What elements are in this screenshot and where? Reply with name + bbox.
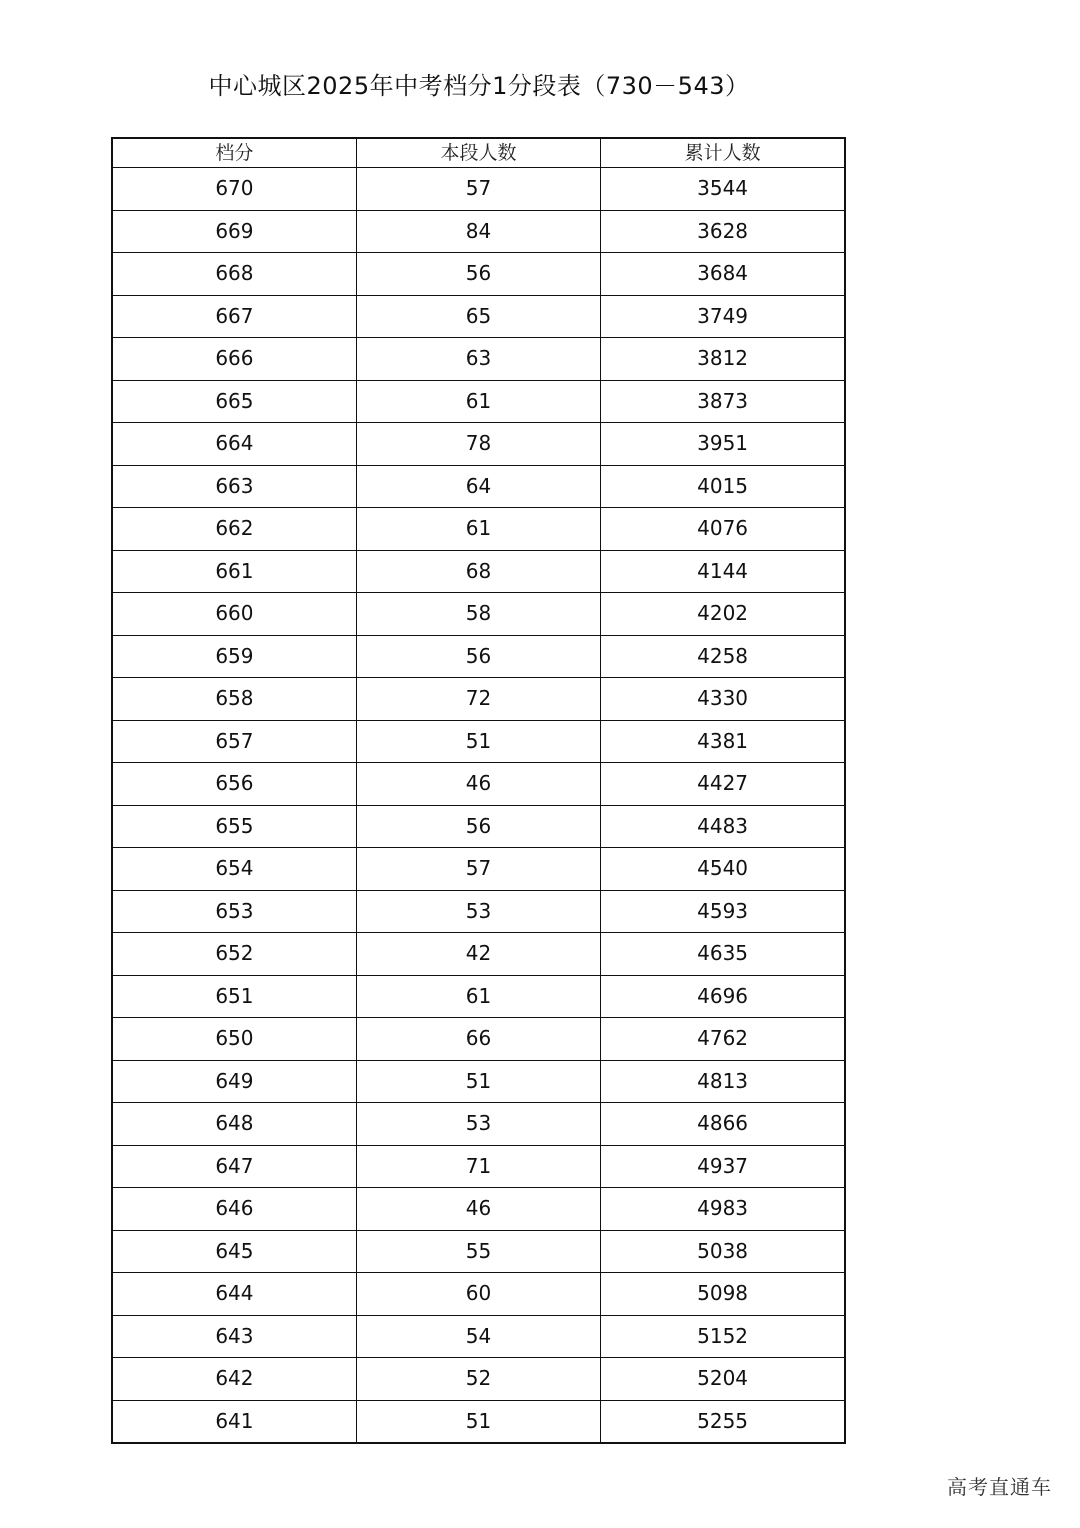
cell-segment-count: 56 xyxy=(356,253,600,296)
cell-segment-count: 51 xyxy=(356,720,600,763)
cell-cumulative-count: 3684 xyxy=(601,253,845,296)
cell-score: 664 xyxy=(112,423,356,466)
watermark: 高考直通车 xyxy=(947,1475,1052,1499)
cell-cumulative-count: 5152 xyxy=(601,1315,845,1358)
cell-cumulative-count: 4593 xyxy=(601,890,845,933)
cell-score: 653 xyxy=(112,890,356,933)
cell-segment-count: 71 xyxy=(356,1145,600,1188)
score-table xyxy=(111,137,846,1444)
page-title: 中心城区2025年中考档分1分段表（730－543） xyxy=(208,72,750,100)
table-row xyxy=(112,380,845,423)
cell-score: 667 xyxy=(112,295,356,338)
cell-cumulative-count: 3951 xyxy=(601,423,845,466)
cell-score: 644 xyxy=(112,1273,356,1316)
table-row xyxy=(112,465,845,508)
cell-cumulative-count: 4483 xyxy=(601,805,845,848)
cell-score: 658 xyxy=(112,678,356,721)
cell-score: 657 xyxy=(112,720,356,763)
cell-cumulative-count: 3812 xyxy=(601,338,845,381)
table-row xyxy=(112,975,845,1018)
table-row xyxy=(112,1400,845,1443)
table-row xyxy=(112,295,845,338)
header-score: 档分 xyxy=(112,138,356,168)
cell-segment-count: 64 xyxy=(356,465,600,508)
cell-segment-count: 57 xyxy=(356,168,600,211)
cell-segment-count: 53 xyxy=(356,1103,600,1146)
cell-segment-count: 61 xyxy=(356,508,600,551)
table-row xyxy=(112,1273,845,1316)
cell-segment-count: 46 xyxy=(356,763,600,806)
cell-score: 646 xyxy=(112,1188,356,1231)
cell-score: 660 xyxy=(112,593,356,636)
cell-segment-count: 46 xyxy=(356,1188,600,1231)
cell-cumulative-count: 4813 xyxy=(601,1060,845,1103)
cell-score: 652 xyxy=(112,933,356,976)
cell-cumulative-count: 4866 xyxy=(601,1103,845,1146)
cell-segment-count: 61 xyxy=(356,975,600,1018)
cell-segment-count: 56 xyxy=(356,805,600,848)
cell-cumulative-count: 4635 xyxy=(601,933,845,976)
cell-score: 642 xyxy=(112,1358,356,1401)
table-row xyxy=(112,1230,845,1273)
table-row xyxy=(112,678,845,721)
cell-cumulative-count: 4202 xyxy=(601,593,845,636)
cell-segment-count: 61 xyxy=(356,380,600,423)
table-row xyxy=(112,1188,845,1231)
cell-score: 655 xyxy=(112,805,356,848)
cell-segment-count: 72 xyxy=(356,678,600,721)
cell-segment-count: 52 xyxy=(356,1358,600,1401)
header-cumulative-count: 累计人数 xyxy=(601,138,845,168)
table-row xyxy=(112,805,845,848)
cell-score: 656 xyxy=(112,763,356,806)
cell-segment-count: 42 xyxy=(356,933,600,976)
cell-score: 651 xyxy=(112,975,356,1018)
table-row xyxy=(112,635,845,678)
cell-segment-count: 66 xyxy=(356,1018,600,1061)
table-body xyxy=(112,168,845,1444)
table-row xyxy=(112,1145,845,1188)
cell-cumulative-count: 5098 xyxy=(601,1273,845,1316)
cell-cumulative-count: 5255 xyxy=(601,1400,845,1443)
cell-score: 669 xyxy=(112,210,356,253)
cell-segment-count: 84 xyxy=(356,210,600,253)
table-row xyxy=(112,720,845,763)
cell-segment-count: 58 xyxy=(356,593,600,636)
cell-score: 659 xyxy=(112,635,356,678)
cell-score: 668 xyxy=(112,253,356,296)
cell-cumulative-count: 4983 xyxy=(601,1188,845,1231)
table-row xyxy=(112,1018,845,1061)
cell-segment-count: 51 xyxy=(356,1400,600,1443)
cell-cumulative-count: 4540 xyxy=(601,848,845,891)
cell-cumulative-count: 4258 xyxy=(601,635,845,678)
table-row xyxy=(112,168,845,211)
cell-cumulative-count: 5204 xyxy=(601,1358,845,1401)
cell-cumulative-count: 4015 xyxy=(601,465,845,508)
cell-score: 666 xyxy=(112,338,356,381)
cell-segment-count: 54 xyxy=(356,1315,600,1358)
table-row xyxy=(112,1060,845,1103)
cell-cumulative-count: 4937 xyxy=(601,1145,845,1188)
cell-cumulative-count: 4696 xyxy=(601,975,845,1018)
table-row xyxy=(112,848,845,891)
table-row xyxy=(112,593,845,636)
cell-score: 650 xyxy=(112,1018,356,1061)
table-row xyxy=(112,550,845,593)
cell-score: 643 xyxy=(112,1315,356,1358)
cell-cumulative-count: 4427 xyxy=(601,763,845,806)
cell-score: 661 xyxy=(112,550,356,593)
cell-score: 665 xyxy=(112,380,356,423)
table-row xyxy=(112,763,845,806)
cell-score: 645 xyxy=(112,1230,356,1273)
table-row xyxy=(112,890,845,933)
cell-score: 654 xyxy=(112,848,356,891)
cell-segment-count: 57 xyxy=(356,848,600,891)
header-segment-count: 本段人数 xyxy=(356,138,600,168)
table-row xyxy=(112,338,845,381)
table-row xyxy=(112,210,845,253)
cell-score: 648 xyxy=(112,1103,356,1146)
cell-segment-count: 78 xyxy=(356,423,600,466)
cell-segment-count: 68 xyxy=(356,550,600,593)
table-row xyxy=(112,1315,845,1358)
cell-cumulative-count: 4144 xyxy=(601,550,845,593)
cell-segment-count: 63 xyxy=(356,338,600,381)
table-header-row xyxy=(112,138,845,168)
cell-cumulative-count: 3544 xyxy=(601,168,845,211)
cell-cumulative-count: 4381 xyxy=(601,720,845,763)
cell-segment-count: 53 xyxy=(356,890,600,933)
cell-cumulative-count: 4330 xyxy=(601,678,845,721)
table-row xyxy=(112,1103,845,1146)
table-row xyxy=(112,933,845,976)
cell-segment-count: 60 xyxy=(356,1273,600,1316)
cell-score: 641 xyxy=(112,1400,356,1443)
cell-cumulative-count: 5038 xyxy=(601,1230,845,1273)
cell-segment-count: 55 xyxy=(356,1230,600,1273)
table-row xyxy=(112,508,845,551)
cell-segment-count: 56 xyxy=(356,635,600,678)
cell-segment-count: 51 xyxy=(356,1060,600,1103)
cell-cumulative-count: 3628 xyxy=(601,210,845,253)
cell-cumulative-count: 4762 xyxy=(601,1018,845,1061)
cell-score: 670 xyxy=(112,168,356,211)
cell-score: 662 xyxy=(112,508,356,551)
cell-score: 647 xyxy=(112,1145,356,1188)
cell-score: 663 xyxy=(112,465,356,508)
table-row xyxy=(112,423,845,466)
cell-cumulative-count: 4076 xyxy=(601,508,845,551)
cell-segment-count: 65 xyxy=(356,295,600,338)
table-row xyxy=(112,253,845,296)
cell-cumulative-count: 3873 xyxy=(601,380,845,423)
cell-score: 649 xyxy=(112,1060,356,1103)
table-row xyxy=(112,1358,845,1401)
cell-cumulative-count: 3749 xyxy=(601,295,845,338)
